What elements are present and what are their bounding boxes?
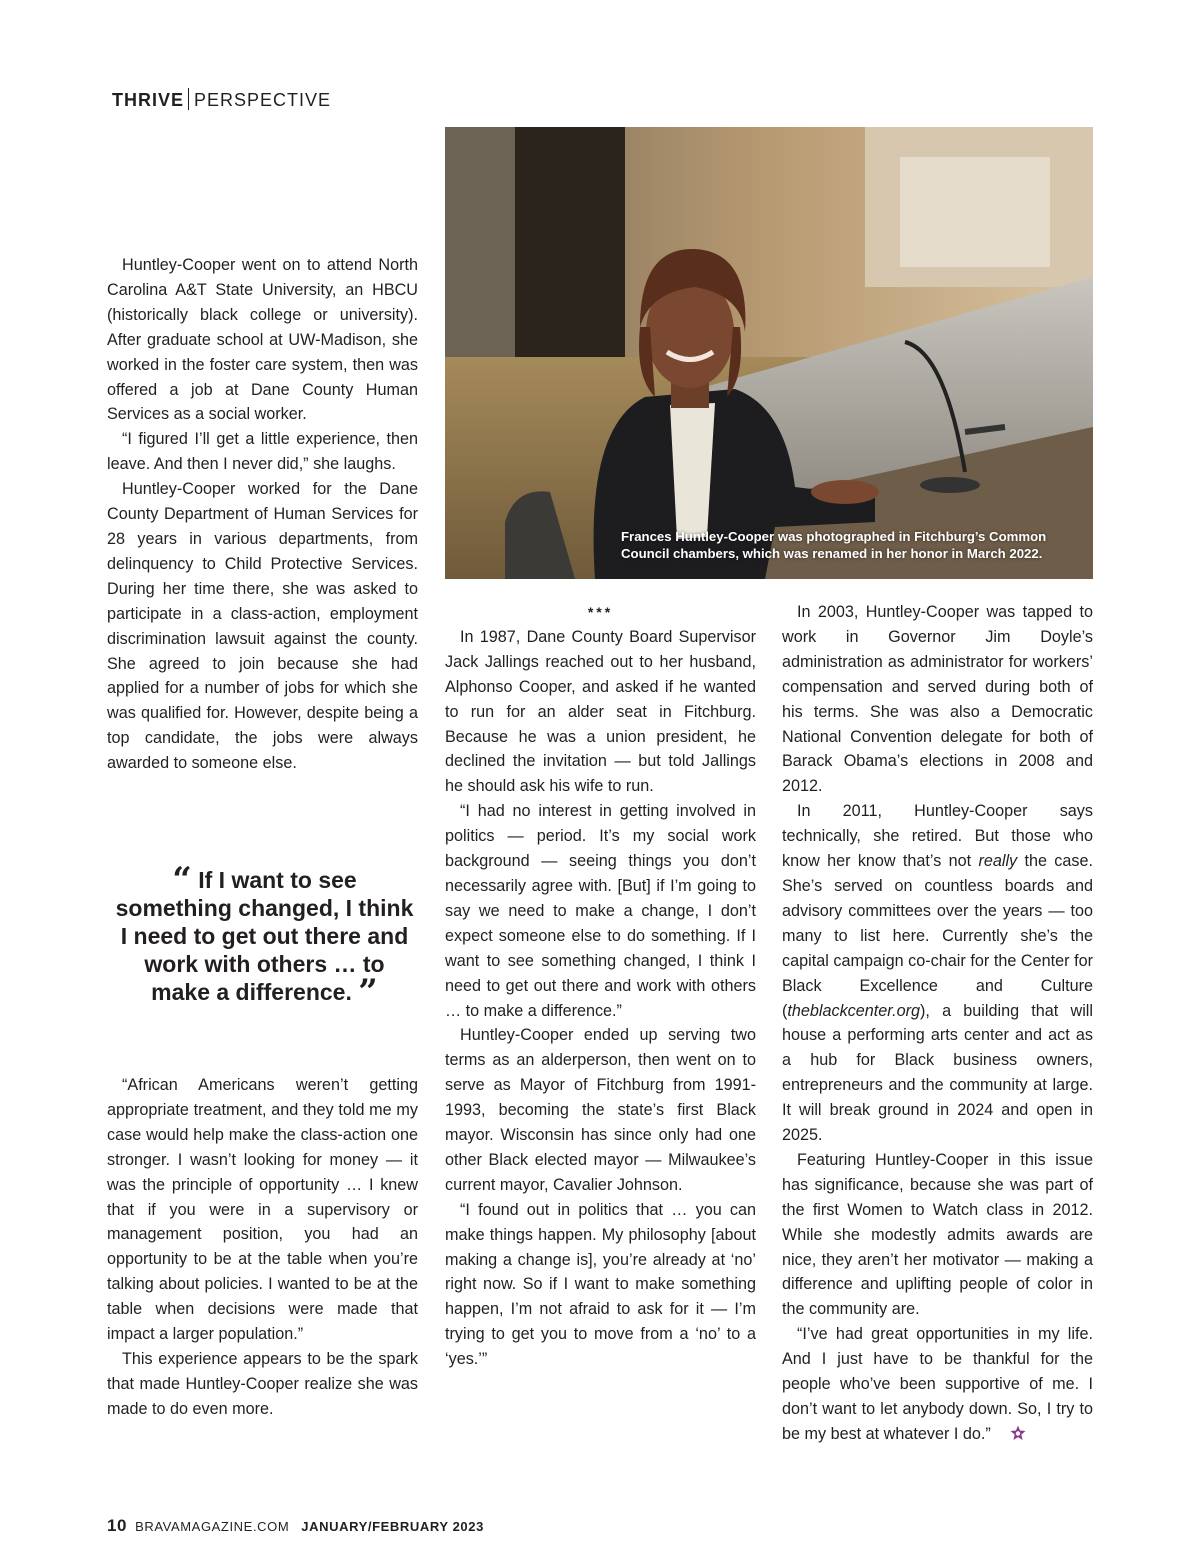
section-label: THRIVE (112, 90, 185, 110)
column-1-bottom (107, 1073, 418, 1422)
portrait-illustration (445, 127, 1093, 579)
column-2 (445, 600, 756, 1372)
portrait-photo (445, 127, 1093, 579)
paragraph (782, 1322, 1093, 1449)
website-reference: theblackcenter.org (787, 1001, 920, 1020)
page-header (112, 88, 331, 112)
open-quote-mark: “ (172, 860, 192, 900)
page-footer (107, 1516, 484, 1536)
close-quote-mark: ” (358, 972, 378, 1012)
paragraph: Huntley-Cooper ended up serving two terms as an alderperson, then went on to serve as Mayor of Fitchburg from 1991-1993, becoming the state’s first Black mayor. Wisconsin has since only had one other Black elected mayor — Milwaukee’s current mayor, Cavalier Johnson. (445, 1026, 756, 1194)
pull-quote (112, 860, 417, 1012)
website: BRAVAMAGAZINE.COM (135, 1519, 290, 1534)
paragraph: Huntley-Cooper worked for the Dane County Department of Human Services for 28 years in various departments, from delinquency to Child Protective Services. During her time there, she was asked to participate in a class-action, employment discrimination lawsuit against the county. She agreed to join because she had applied for a number of jobs for which she was qualified for. However, despite being a top candidate, the jobs were always awarded to someone else. (107, 480, 418, 773)
paragraph: In 1987, Dane County Board Supervisor Jack Jallings reached out to her husband, Alphonso Cooper, and asked if he wanted to run for an alder seat in Fitchburg. Because he was a union president, he declined the invitation — but told Jallings he should ask his wife to run. (445, 627, 756, 796)
pull-quote-text: If I want to see something changed, I think I need to get out there and work with others … to make a difference. (115, 867, 414, 1005)
paragraph: In 2003, Huntley-Cooper was tapped to work in Governor Jim Doyle’s administration as administrator for workers’ compensation and served during both of his terms. She was also a Democratic National Convention delegate for both of Barack Obama’s elections in 2008 and 2012. (782, 603, 1093, 796)
text-run: “I’ve had great opportunities in my life. And I just have to be thankful for the people who’ve been supportive of me. I don’t want to let anybody down. So, I try to be my best at whatever I do.” (782, 1325, 1093, 1443)
header-divider (188, 88, 189, 110)
text-run: the case. She’s served on countless boards and advisory committees over the years — too many to list here. Currently she’s the capital campaign co-chair for the Center for Black Excellence and Culture ( (782, 852, 1093, 1020)
photo-caption: Frances Huntley-Cooper was photographed in Fitchburg’s Common Council chambers, which was renamed in her honor in March 2022. (621, 529, 1047, 561)
page-number: 10 (107, 1516, 128, 1535)
emphasis: really (978, 852, 1018, 871)
paragraph: Featuring Huntley-Cooper in this issue has significance, because she was part of the first Women to Watch class in 2012. While she modestly admits awards are nice, they aren’t her motivator — making a difference and uplifting people of color in the community are. (782, 1150, 1093, 1319)
column-1-top (107, 253, 418, 776)
paragraph: “African Americans weren’t getting appropriate treatment, and they told me my case would help make the class-action one stronger. I wasn’t looking for money — it was the principle of opportunity … I knew that if you were in a supervisory or management position, you had an opportunity to be at the table when you’re talking about policies. I wanted to be at the table when decisions were made that impact a larger population.” (107, 1076, 418, 1344)
paragraph (782, 799, 1093, 1148)
paragraph: “I found out in politics that … you can make things happen. My philosophy [about making a change is], you’re already at ‘no’ right now. So if I want to make something happen, I’m not afraid to ask for it — I’m trying to get you to move from a ‘no’ to a ‘yes.’” (445, 1200, 756, 1369)
paragraph: Huntley-Cooper went on to attend North Carolina A&T State University, an HBCU (historically black college or university). After graduate school at UW-Madison, she worked in the foster care system, then was offered a job at Dane County Human Services as a social worker. (107, 256, 418, 424)
text-run: ), a building that will house a performing arts center and act as a hub for Black business owners, entrepreneurs and the community at large. It will break ground in 2024 and open in 2025. (782, 1001, 1093, 1145)
paragraph: This experience appears to be the spark that made Huntley-Cooper realize she was made to do even more. (107, 1349, 418, 1418)
subsection-label: PERSPECTIVE (194, 90, 332, 110)
paragraph: “I figured I’ll get a little experience, then leave. And then I never did,” she laughs. (107, 430, 418, 474)
brava-logo-icon (995, 1424, 1026, 1449)
paragraph: “I had no interest in getting involved in politics — period. It’s my social work background — seeing things you don’t necessarily agree with. [But] if I’m going to say we need to make a change, I don’t expect someone else to do something. If I want to see something changed, I think I need to get out there and work with others … to make a difference.” (445, 802, 756, 1020)
section-break: *** (587, 604, 614, 620)
column-3 (782, 600, 1093, 1449)
text-run: In 2011, Huntley-Cooper says technically, she retired. But those who know her know that’s not (782, 802, 1093, 871)
issue-date: JANUARY/FEBRUARY 2023 (301, 1519, 484, 1534)
